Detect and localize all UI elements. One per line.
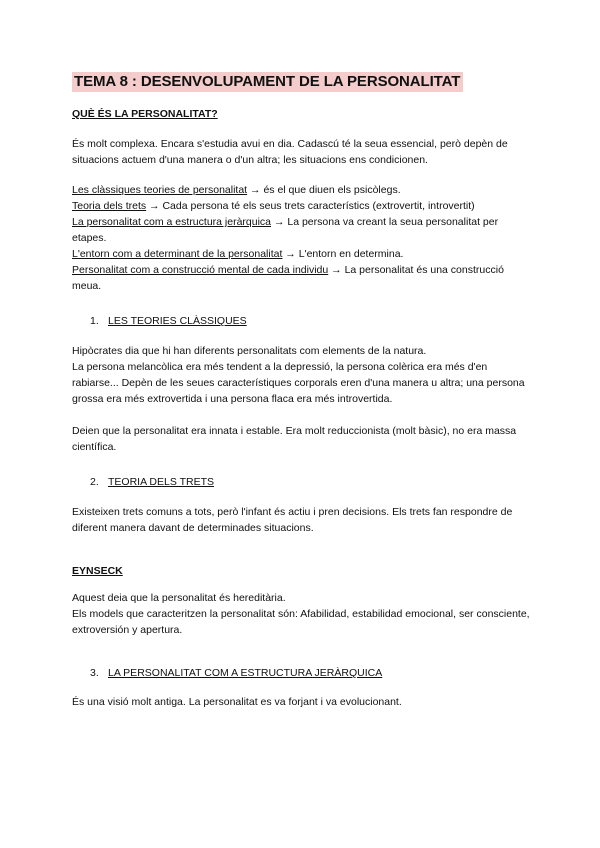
section-3-heading bbox=[90, 667, 382, 679]
eysenck-body bbox=[72, 590, 532, 638]
theory-desc: → L'entorn en determina. bbox=[282, 248, 404, 260]
theory-desc: → La personalitat és una construcció meua. bbox=[72, 264, 504, 292]
theory-item bbox=[72, 214, 532, 246]
intro-text: És molt complexa. Encara s'estudia avui en dia. Cadascú té la seua essencial, però depèn de situacions actuem d'una manera o d'un altra; les situacions ens condicionen. bbox=[72, 138, 508, 166]
section-1-body bbox=[72, 343, 532, 455]
theory-term: Teoria dels trets bbox=[72, 200, 147, 212]
section-title: LES TEORIES CLÀSSIQUES bbox=[108, 315, 247, 327]
paragraph: Hipòcrates dia que hi han diferents personalitats com elements de la natura. bbox=[72, 345, 427, 357]
paragraph: Deien que la personalitat era innata i estable. Era molt reduccionista (molt bàsic), no era massa científica. bbox=[72, 425, 517, 453]
theory-desc: → Cada persona té els seus trets característics (extrovertit, introvertit) bbox=[146, 200, 475, 212]
section-number: 2. bbox=[90, 476, 99, 488]
theory-item bbox=[72, 198, 532, 214]
section-heading-what: QUÈ ÉS LA PERSONALITAT? bbox=[72, 108, 218, 120]
theory-term: Les clàssiques teories de personalitat bbox=[72, 184, 248, 196]
section-2-heading bbox=[90, 476, 214, 488]
page-title: TEMA 8 : DESENVOLUPAMENT DE LA PERSONALITAT bbox=[72, 72, 463, 92]
intro-paragraph bbox=[72, 136, 532, 168]
section-3-body bbox=[72, 694, 532, 710]
section-2-body bbox=[72, 504, 532, 536]
eysenck-heading: EYNSECK bbox=[72, 565, 123, 577]
paragraph: És una visió molt antiga. La personalitat es va forjant i va evolucionant. bbox=[72, 696, 402, 708]
paragraph: Existeixen trets comuns a tots, però l'infant és actiu i pren decisions. Els trets fan respondre de diferent manera davant de determinades situacions. bbox=[72, 506, 513, 534]
theory-item bbox=[72, 246, 532, 262]
theory-item bbox=[72, 262, 532, 294]
theory-desc: → La persona va creant la seua personalitat per etapes. bbox=[72, 216, 499, 244]
theory-term: L'entorn com a determinant de la personalitat bbox=[72, 248, 283, 260]
paragraph: Els models que caracteritzen la personalitat són: Afabilidad, estabilidad emocional, ser consciente, extroversión y apertura. bbox=[72, 608, 530, 636]
theory-term: Personalitat com a construcció mental de cada individu bbox=[72, 264, 329, 276]
theory-item bbox=[72, 182, 532, 198]
section-number: 3. bbox=[90, 667, 99, 679]
section-title: TEORIA DELS TRETS bbox=[108, 476, 214, 488]
theory-desc: → és el que diuen els psicòlegs. bbox=[247, 184, 401, 196]
section-title: LA PERSONALITAT COM A ESTRUCTURA JERÀRQUICA bbox=[108, 667, 383, 679]
theory-term: La personalitat com a estructura jeràrquica bbox=[72, 216, 272, 228]
paragraph: La persona melancòlica era més tendent a la depressió, la persona colèrica era més d'en rabiarse... Depèn de les seues característiques corporals eren d'una manera u altra; una persona grossa era més extrovertida i una persona flaca era més introvertida. bbox=[72, 361, 525, 405]
theories-list bbox=[72, 182, 532, 294]
section-1-heading bbox=[90, 315, 247, 327]
paragraph: Aquest deia que la personalitat és hereditària. bbox=[72, 592, 286, 604]
section-number: 1. bbox=[90, 315, 99, 327]
